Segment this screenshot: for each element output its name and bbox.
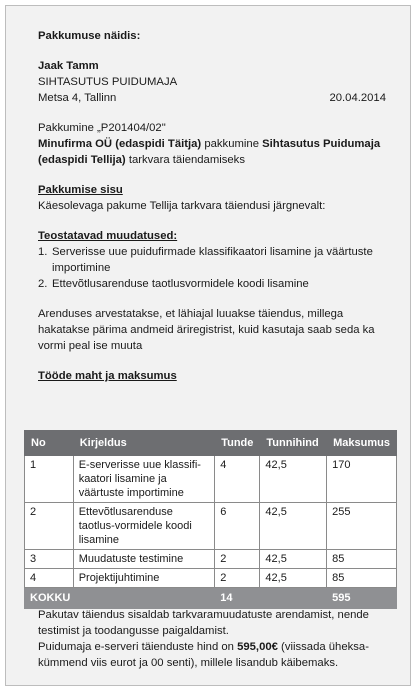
work-heading: Tööde maht ja maksumus [38,370,177,382]
price-lead: Puidumaja e-serveri täienduste hind on [38,641,238,653]
cell-description: Muudatuste testimine [73,550,215,569]
table-row [25,456,397,503]
list-item [38,244,386,276]
table-header-row [25,431,397,456]
total-hours: 14 [215,588,260,609]
contractor-name: Minufirma OÜ (edaspidi Täitja) [38,138,202,150]
client-name: Sihtasutus Puidumaja (edaspidi Tellija) [38,138,381,166]
cell-description: Ettevõtlusarenduse taotlus-vormidele koodi lisamine [73,503,215,550]
total-rate-empty [260,588,327,609]
column-header-hours: Tunde [215,431,260,456]
offer-title: Pakkumine „P201404/02" [38,122,166,134]
column-header-no: No [25,431,74,456]
list-item-text: Serverisse uue puidufirmade klassifikaatori lisamine ja väärtuste importimine [52,246,373,274]
cell-rate: 42,5 [260,569,327,588]
table-row [25,569,397,588]
cell-description: Projektijuhtimine [73,569,215,588]
total-label: KOKKU [25,588,215,609]
address-row [38,90,386,106]
cell-description: E-serverisse uue klassifi-kaatori lisamine ja väärtuste importimine [73,456,215,503]
price-words: (viissada üheksa-kümmend viis eurot ja 00 senti), millele lisandub käibemaks. [38,641,369,669]
offer-purpose: tarkvara täiendamiseks [125,154,245,166]
table-row [25,503,397,550]
offer-connector: pakkumine [201,138,263,150]
cell-cost: 255 [327,503,397,550]
cell-cost: 170 [327,456,397,503]
footer-price-text [38,639,388,671]
sender-name: Jaak Tamm [38,60,99,72]
cell-hours: 2 [215,569,260,588]
total-cost: 595 [327,588,397,609]
cell-hours: 2 [215,550,260,569]
changes-heading: Teostatavad muudatused: [38,230,178,242]
document-date: 20.04.2014 [329,92,386,104]
column-header-rate: Tunnihind [260,431,327,456]
changes-list [38,244,386,292]
cell-rate: 42,5 [260,456,327,503]
list-item-text: Ettevõtlusarenduse taotlusvormidele koodi lisamine [52,278,309,290]
document-heading: Pakkumuse näidis: [38,30,141,42]
cell-no: 4 [25,569,74,588]
offer-document [5,5,411,686]
list-item [38,276,386,292]
cell-rate: 42,5 [260,550,327,569]
price-amount: 595,00€ [237,641,278,653]
content-text: Käesolevaga pakume Tellija tarkvara täiendusi järgnevalt: [38,200,326,212]
cell-no: 3 [25,550,74,569]
footer-scope-text: Pakutav täiendus sisaldab tarkvaramuudatuste arendamist, nende testimist ja toodangusse paigaldamist. [38,609,369,637]
cell-no: 2 [25,503,74,550]
cell-cost: 85 [327,569,397,588]
cost-table [24,430,397,609]
cell-no: 1 [25,456,74,503]
sender-organization: SIHTASUTUS PUIDUMAJA [38,76,178,88]
cell-hours: 4 [215,456,260,503]
offer-parties [38,136,386,168]
document-footer [38,607,388,671]
table-row [25,550,397,569]
list-item-number: 1. [38,246,48,258]
cell-rate: 42,5 [260,503,327,550]
cell-hours: 6 [215,503,260,550]
content-heading: Pakkumise sisu [38,184,123,196]
sender-address: Metsa 4, Tallinn [38,92,117,104]
column-header-description: Kirjeldus [73,431,215,456]
table-total-row [25,588,397,609]
development-note: Arenduses arvestatakse, et lähiajal luuakse täiendus, millega hakatakse pärima andmeid äriregistrist, kuid kasutaja saab seda ka vormi peal ise muuta [38,308,375,352]
document-body [38,28,386,384]
column-header-cost: Maksumus [327,431,397,456]
list-item-number: 2. [38,278,48,290]
cell-cost: 85 [327,550,397,569]
